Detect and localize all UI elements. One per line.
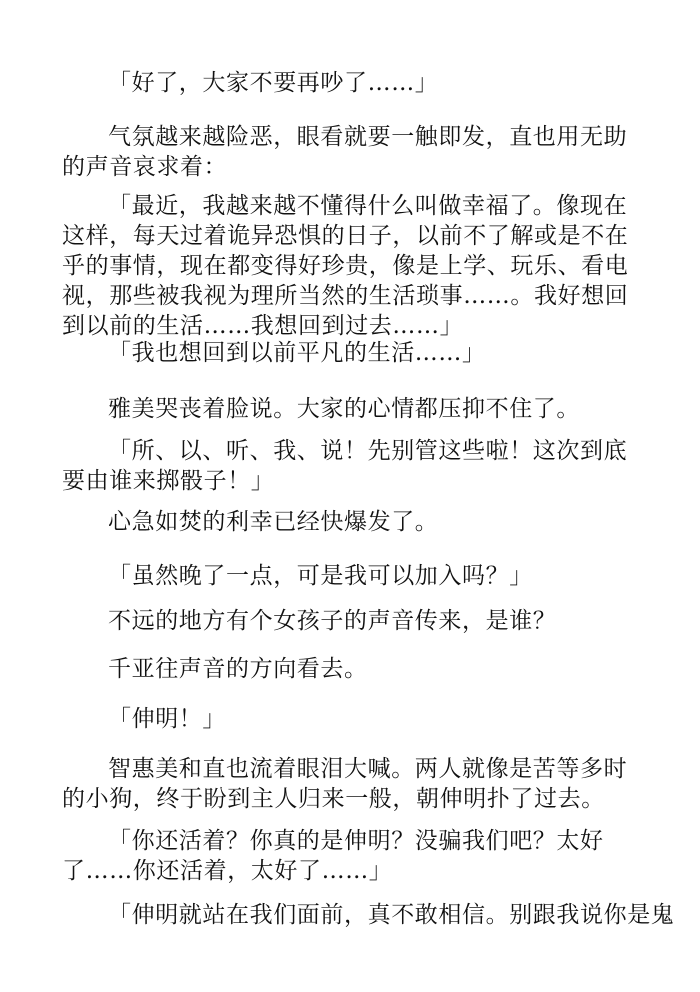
paragraph-13: 「你还活着？你真的是伸明？没骗我们吧？太好了……你还活着，太好了……」 [62,828,604,884]
paragraph-9: 不远的地方有个女孩子的声音传来，是谁？ [108,608,557,634]
paragraph-1: 「好了，大家不要再吵了……」 [108,70,439,96]
paragraph-12: 智惠美和直也流着眼泪大喊。两人就像是苦等多时的小狗，终于盼到主人归来一般，朝伸明扑了过去。 [62,756,628,812]
paragraph-2: 气氛越来越险恶，眼看就要一触即发，直也用无助的声音哀求着： [62,124,628,180]
paragraph-10: 千亚往声音的方向看去。 [108,656,368,682]
paragraph-3: 「最近，我越来越不懂得什么叫做幸福了。像现在这样，每天过着诡异恐惧的日子，以前不了解或是不在乎的事情，现在都变得好珍贵，像是上学、玩乐、看电视，那些被我视为理所当然的生活琐事……。我好想回到以前的生活……我想回到过去……」 [62,193,629,339]
paragraph-4: 「我也想回到以前平凡的生活……」 [108,340,486,366]
paragraph-8: 「虽然晚了一点，可是我可以加入吗？」 [108,563,533,589]
paragraph-14: 「伸明就站在我们面前，真不敢相信。别跟我说你是鬼 [108,902,675,928]
paragraph-7: 心急如焚的利幸已经快爆发了。 [108,509,439,535]
paragraph-11: 「伸明！」 [108,706,226,732]
paragraph-6: 「所、以、听、我、说！先别管这些啦！这次到底要由谁来掷骰子！」 [62,438,628,494]
paragraph-5: 雅美哭丧着脸说。大家的心情都压抑不住了。 [108,396,580,422]
